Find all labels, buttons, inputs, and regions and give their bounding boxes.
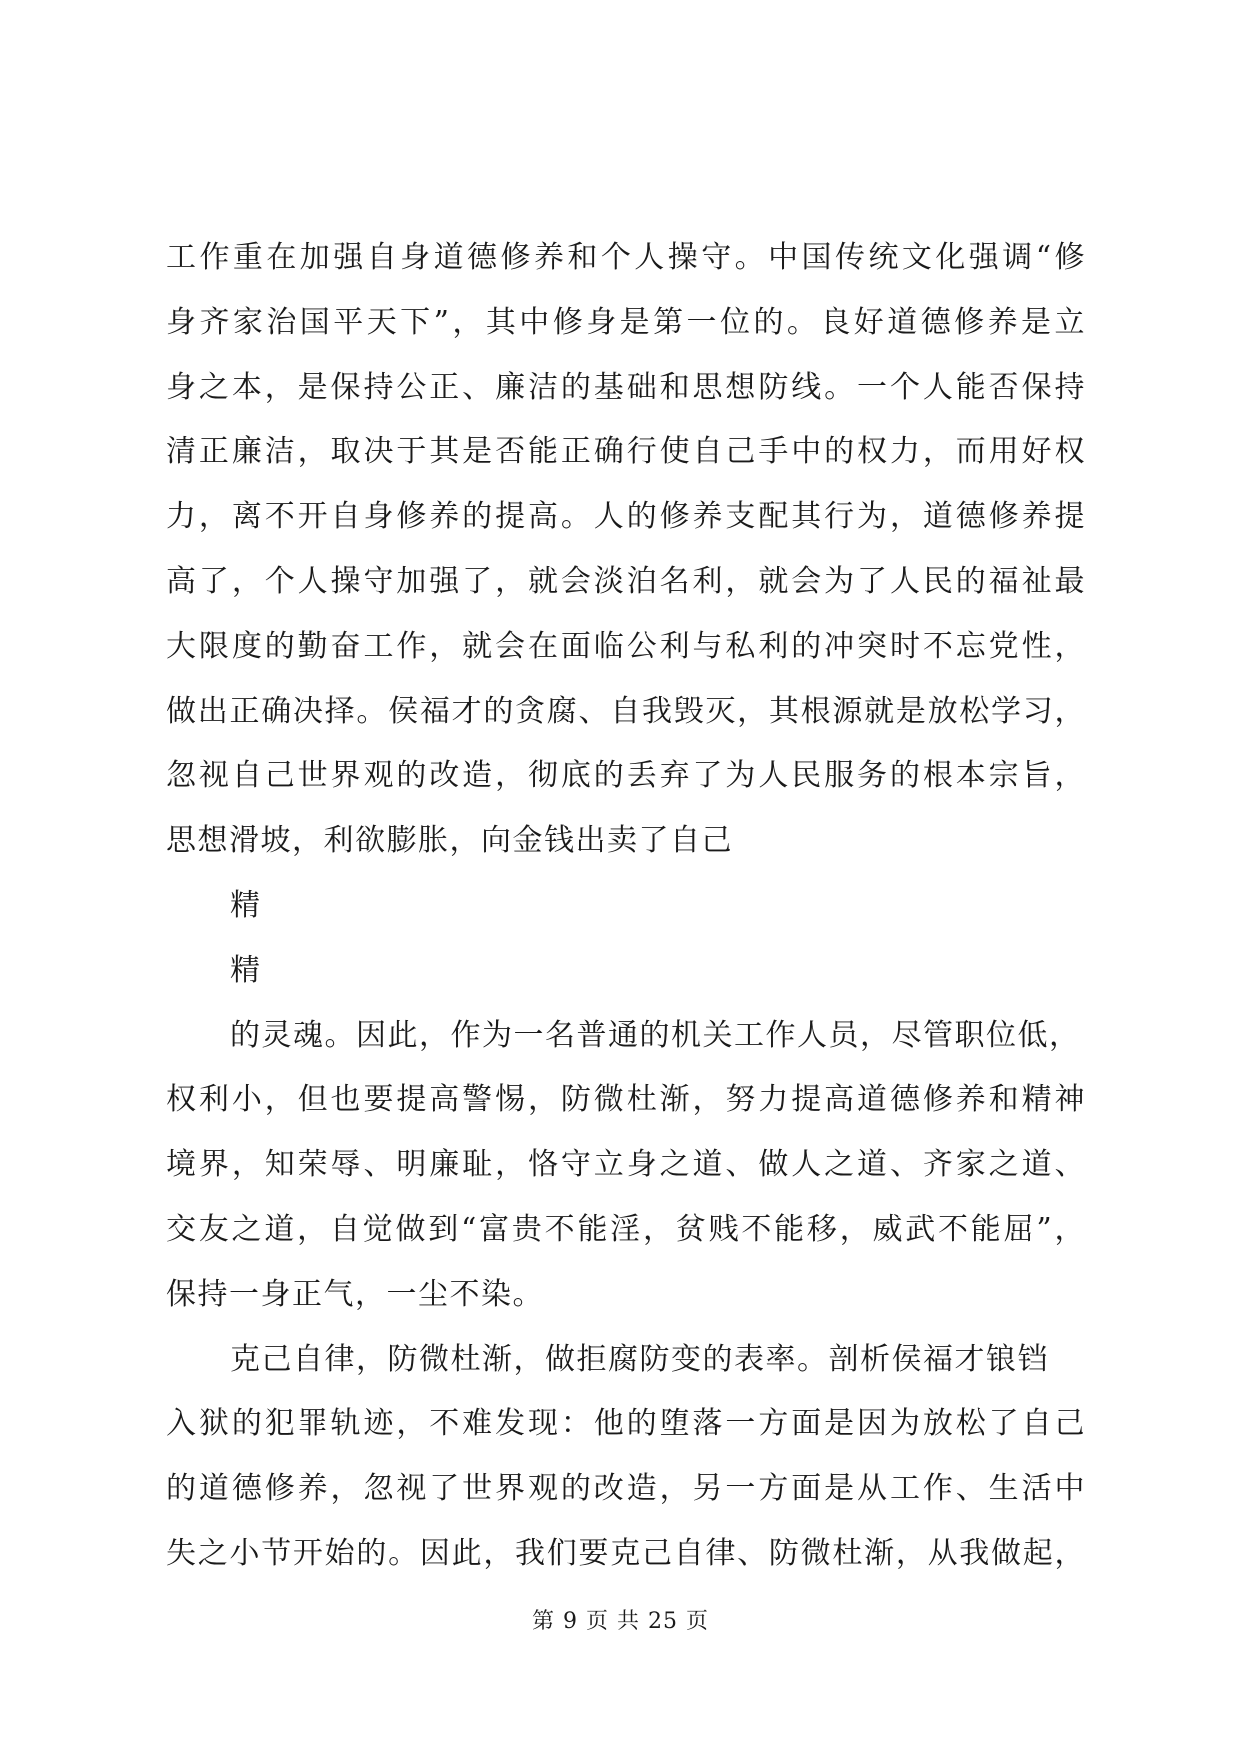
text-line: 高了，个人操守加强了，就会淡泊名利，就会为了人民的福祉最 [166,563,1086,599]
text-line: 力，离不开自身修养的提高。人的修养支配其行为，道德修养提 [166,499,1086,535]
text-line: 身齐家治国平天下”，其中修身是第一位的。良好道德修养是立 [166,304,1086,340]
text-line: 身之本，是保持公正、廉洁的基础和思想防线。一个人能否保持 [166,369,1086,405]
body-text [166,226,1086,1587]
text-line: 克己自律，防微杜渐，做拒腐防变的表率。剖析侯福才锒铛 [230,1341,1049,1377]
text-line: 权利小，但也要提高警惕，防微杜渐，努力提高道德修养和精神 [166,1082,1086,1118]
text-line: 保持一身正气，一尘不染。 [166,1276,544,1312]
text-line: 思想滑坡，利欲膨胀，向金钱出卖了自己 [166,823,733,859]
text-line: 境界，知荣辱、明廉耻，恪守立身之道、做人之道、齐家之道、 [166,1147,1086,1183]
text-line: 做出正确决择。侯福才的贪腐、自我毁灭，其根源就是放松学习， [166,693,1086,729]
text-line: 清正廉洁，取决于其是否能正确行使自己手中的权力，而用好权 [166,434,1086,470]
text-line: 精 [230,952,262,988]
page-number-footer: 第 9 页 共 25 页 [532,1609,709,1634]
text-line: 的灵魂。因此，作为一名普通的机关工作人员，尽管职位低， [230,1017,1081,1053]
text-line: 忽视自己世界观的改造，彻底的丢弃了为人民服务的根本宗旨， [166,758,1086,794]
text-line: 的道德修养，忽视了世界观的改造，另一方面是从工作、生活中 [166,1471,1086,1507]
text-line: 入狱的犯罪轨迹，不难发现：他的堕落一方面是因为放松了自己 [166,1406,1086,1442]
text-line: 大限度的勤奋工作，就会在面临公利与私利的冲突时不忘党性， [166,628,1086,664]
text-line: 工作重在加强自身道德修养和个人操守。中国传统文化强调“修 [166,240,1086,275]
text-line: 精 [230,887,262,923]
text-line: 失之小节开始的。因此，我们要克己自律、防微杜渐，从我做起， [166,1535,1086,1571]
text-line: 交友之道，自觉做到“富贵不能淫，贫贱不能移，威武不能屈”， [166,1211,1086,1247]
